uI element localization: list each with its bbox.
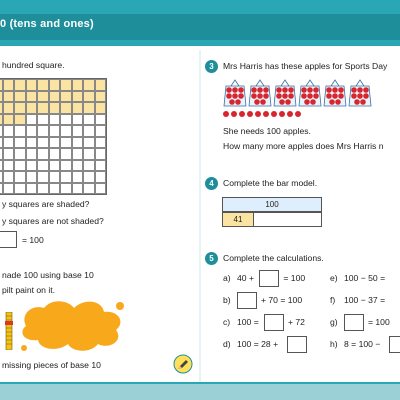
calc-answer-box[interactable] (287, 336, 307, 353)
grid-cell (14, 148, 26, 160)
calc-label: c) (223, 317, 231, 327)
base-ten-rod-icon (5, 312, 13, 350)
bar-model (222, 197, 322, 227)
grid-cell (37, 91, 49, 103)
loose-apple-icon (255, 111, 261, 117)
apple-bag-icon (299, 80, 321, 106)
q1a-text: y squares are shaded? (2, 199, 90, 209)
calc-answer-box[interactable] (237, 292, 257, 309)
calc-text: 100 = (237, 317, 259, 327)
q3-line2: How many more apples does Mrs Harris n (223, 141, 384, 151)
q4-title: Complete the bar model. (223, 178, 318, 188)
q4-number-badge: 4 (205, 177, 218, 190)
grid-cell (37, 148, 49, 160)
grid-cell (60, 79, 72, 91)
loose-apple-icon (279, 111, 285, 117)
grid-cell (60, 102, 72, 114)
grid-cell (60, 171, 72, 183)
page-title: 0 (tens and ones) (0, 18, 94, 30)
grid-cell (26, 137, 38, 149)
grid-cell (14, 137, 26, 149)
calc-label: e) (330, 273, 338, 283)
grid-cell (60, 114, 72, 126)
grid-cell (72, 148, 84, 160)
grid-cell (26, 160, 38, 172)
grid-cell (26, 91, 38, 103)
grid-cell (26, 171, 38, 183)
grid-cell (83, 114, 95, 126)
grid-cell (26, 114, 38, 126)
grid-cell (14, 79, 26, 91)
grid-cell (60, 125, 72, 137)
grid-cell (95, 102, 107, 114)
grid-cell (3, 171, 15, 183)
calc-text: 40 + (237, 273, 254, 283)
calc-text: + 72 (288, 317, 305, 327)
q3-number-badge: 3 (205, 60, 218, 73)
grid-cell (14, 102, 26, 114)
calc-label: g) (330, 317, 338, 327)
loose-apple-icon (247, 111, 253, 117)
grid-cell (83, 91, 95, 103)
grid-cell (3, 137, 15, 149)
grid-cell (83, 137, 95, 149)
grid-cell (72, 160, 84, 172)
grid-cell (83, 148, 95, 160)
grid-cell (72, 171, 84, 183)
grid-cell (60, 160, 72, 172)
grid-cell (14, 160, 26, 172)
grid-cell (95, 171, 107, 183)
calc-label: b) (223, 295, 231, 305)
apple-bag-icon (224, 80, 246, 106)
grid-cell (72, 102, 84, 114)
q2-bottom-text: missing pieces of base 10 (2, 360, 101, 370)
grid-cell (95, 148, 107, 160)
calc-label: h) (330, 339, 338, 349)
grid-cell (49, 114, 61, 126)
column-divider (199, 50, 201, 382)
grid-cell (49, 79, 61, 91)
grid-cell (37, 79, 49, 91)
grid-cell (3, 183, 15, 195)
grid-cell (83, 125, 95, 137)
grid-cell (60, 91, 72, 103)
grid-cell (3, 102, 15, 114)
grid-cell (95, 125, 107, 137)
grid-cell (14, 125, 26, 137)
bar-model-whole: 100 (222, 197, 322, 212)
q5-number-badge: 5 (205, 252, 218, 265)
apple-bag-icon (324, 80, 346, 106)
grid-cell (49, 125, 61, 137)
grid-cell (3, 125, 15, 137)
grid-cell (3, 148, 15, 160)
grid-cell (26, 79, 38, 91)
bottom-strip (0, 384, 400, 400)
grid-cell (60, 148, 72, 160)
calc-answer-box[interactable] (264, 314, 284, 331)
grid-cell (95, 160, 107, 172)
grid-cell (37, 125, 49, 137)
grid-cell (95, 79, 107, 91)
calc-text: 100 = 28 + (237, 339, 279, 349)
q2-line1: nade 100 using base 10 (2, 270, 94, 280)
grid-cell (49, 160, 61, 172)
grid-cell (95, 137, 107, 149)
grid-cell (60, 183, 72, 195)
q3-title: Mrs Harris has these apples for Sports Day (223, 61, 388, 71)
q1b-text: y squares are not shaded? (2, 216, 104, 226)
grid-cell (37, 160, 49, 172)
loose-apple-icon (295, 111, 301, 117)
grid-cell (3, 91, 15, 103)
grid-cell (14, 114, 26, 126)
hundred-square-grid (0, 78, 107, 195)
calc-answer-box[interactable] (259, 270, 279, 287)
grid-cell (83, 171, 95, 183)
equation-equals: = 100 (22, 235, 44, 245)
grid-cell (26, 148, 38, 160)
grid-cell (3, 114, 15, 126)
apple-bags-icon (222, 76, 392, 118)
calc-text: 100 − 50 = (344, 273, 386, 283)
grid-cell (3, 160, 15, 172)
grid-cell (95, 114, 107, 126)
q3-line1: She needs 100 apples. (223, 126, 311, 136)
grid-cell (49, 183, 61, 195)
grid-cell (3, 79, 15, 91)
grid-cell (72, 91, 84, 103)
bar-model-part: 41 (222, 212, 254, 227)
calc-answer-box[interactable] (344, 314, 364, 331)
calc-label: f) (330, 295, 336, 305)
paint-splat-icon (18, 296, 128, 354)
grid-cell (72, 125, 84, 137)
loose-apple-icon (271, 111, 277, 117)
calc-text: = 100 (368, 317, 390, 327)
apple-bag-icon (349, 80, 371, 106)
loose-apple-icon (223, 111, 229, 117)
grid-cell (37, 137, 49, 149)
grid-cell (83, 79, 95, 91)
grid-cell (60, 137, 72, 149)
apple-bag-icon (274, 80, 296, 106)
q2-line2: pilt paint on it. (2, 285, 56, 295)
grid-cell (83, 183, 95, 195)
q5-title: Complete the calculations. (223, 253, 324, 263)
loose-apple-icon (231, 111, 237, 117)
calc-text: 8 = 100 − (344, 339, 381, 349)
grid-cell (26, 183, 38, 195)
grid-cell (72, 137, 84, 149)
grid-cell (14, 91, 26, 103)
loose-apple-icon (263, 111, 269, 117)
grid-cell (83, 102, 95, 114)
grid-cell (37, 183, 49, 195)
grid-cell (72, 114, 84, 126)
q1-instruction: hundred square. (2, 60, 65, 70)
loose-apple-icon (287, 111, 293, 117)
grid-cell (72, 79, 84, 91)
grid-cell (83, 160, 95, 172)
calc-answer-box[interactable] (389, 336, 400, 353)
grid-cell (95, 91, 107, 103)
apple-bag-icon (249, 80, 271, 106)
grid-cell (26, 125, 38, 137)
calc-text: 100 − 37 = (344, 295, 386, 305)
loose-apple-icon (239, 111, 245, 117)
grid-cell (26, 102, 38, 114)
grid-cell (49, 91, 61, 103)
calc-label: d) (223, 339, 231, 349)
calc-text: + 70 = 100 (261, 295, 303, 305)
grid-cell (72, 183, 84, 195)
calc-text: = 100 (283, 273, 306, 283)
grid-cell (37, 102, 49, 114)
grid-cell (14, 183, 26, 195)
bar-model-missing-part[interactable] (253, 212, 322, 227)
pencil-icon (173, 354, 193, 374)
grid-cell (95, 183, 107, 195)
grid-cell (37, 114, 49, 126)
calc-label: a) (223, 273, 231, 283)
grid-cell (49, 102, 61, 114)
grid-cell (37, 171, 49, 183)
grid-cell (14, 171, 26, 183)
answer-box[interactable] (0, 231, 17, 248)
grid-cell (49, 137, 61, 149)
grid-cell (49, 148, 61, 160)
grid-cell (49, 171, 61, 183)
